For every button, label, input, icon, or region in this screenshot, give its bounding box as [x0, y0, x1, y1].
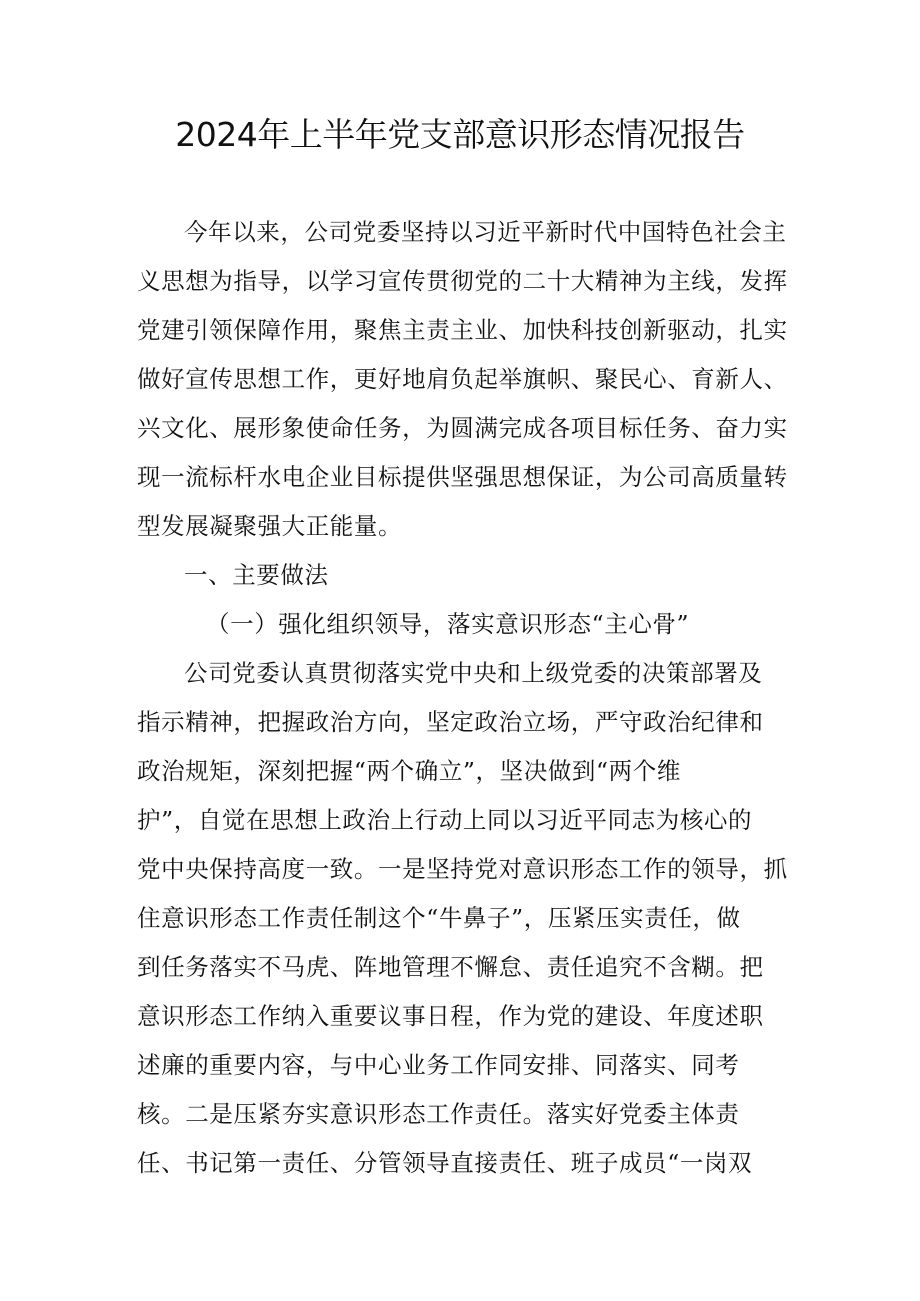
paragraph-line: 任、书记第一责任、分管领导直接责任、班子成员“一岗双 — [137, 1149, 753, 1177]
paragraph-line: 现一流标杆水电企业目标提供坚强思想保证，为公司高质量转 — [137, 463, 788, 491]
paragraph-line: 做好宣传思想工作，更好地肩负起举旗帜、聚民心、育新人、 — [137, 365, 788, 393]
section-heading: 一、主要做法 — [184, 561, 329, 589]
paragraph-line: 型发展凝聚强大正能量。 — [137, 512, 403, 540]
paragraph-line: 护”，自觉在思想上政治上行动上同以习近平同志为核心的 — [137, 806, 753, 834]
paragraph-line: 核。二是压紧夯实意识形态工作责任。落实好党委主体责 — [137, 1100, 740, 1128]
paragraph-line: 党中央保持高度一致。一是坚持党对意识形态工作的领导，抓 — [137, 855, 788, 883]
paragraph-line: 住意识形态工作责任制这个“牛鼻子”，压紧压实责任，做 — [137, 904, 741, 932]
paragraph-line: 指示精神，把握政治方向，坚定政治立场，严守政治纪律和 — [137, 708, 764, 736]
paragraph-line: 公司党委认真贯彻落实党中央和上级党委的决策部署及 — [184, 659, 763, 687]
paragraph-line: 兴文化、展形象使命任务，为圆满完成各项目标任务、奋力实 — [137, 414, 788, 442]
paragraph-line: 党建引领保障作用，聚焦主责主业、加快科技创新驱动，扎实 — [137, 316, 788, 344]
subsection-heading: （一）强化组织领导，落实意识形态“主心骨” — [206, 610, 690, 638]
paragraph-line: 意识形态工作纳入重要议事日程，作为党的建设、年度述职 — [137, 1002, 764, 1030]
paragraph-line: 今年以来，公司党委坚持以习近平新时代中国特色社会主 — [184, 218, 787, 246]
paragraph-line: 政治规矩，深刻把握“两个确立”，坚决做到“两个维 — [137, 757, 681, 785]
paragraph-line: 到任务落实不马虎、阵地管理不懈怠、责任追究不含糊。把 — [137, 953, 764, 981]
document-title: 2024年上半年党支部意识形态情况报告 — [175, 115, 745, 154]
paragraph-line: 述廉的重要内容，与中心业务工作同安排、同落实、同考 — [137, 1051, 740, 1079]
paragraph-line: 义思想为指导，以学习宣传贯彻党的二十大精神为主线，发挥 — [137, 267, 788, 295]
